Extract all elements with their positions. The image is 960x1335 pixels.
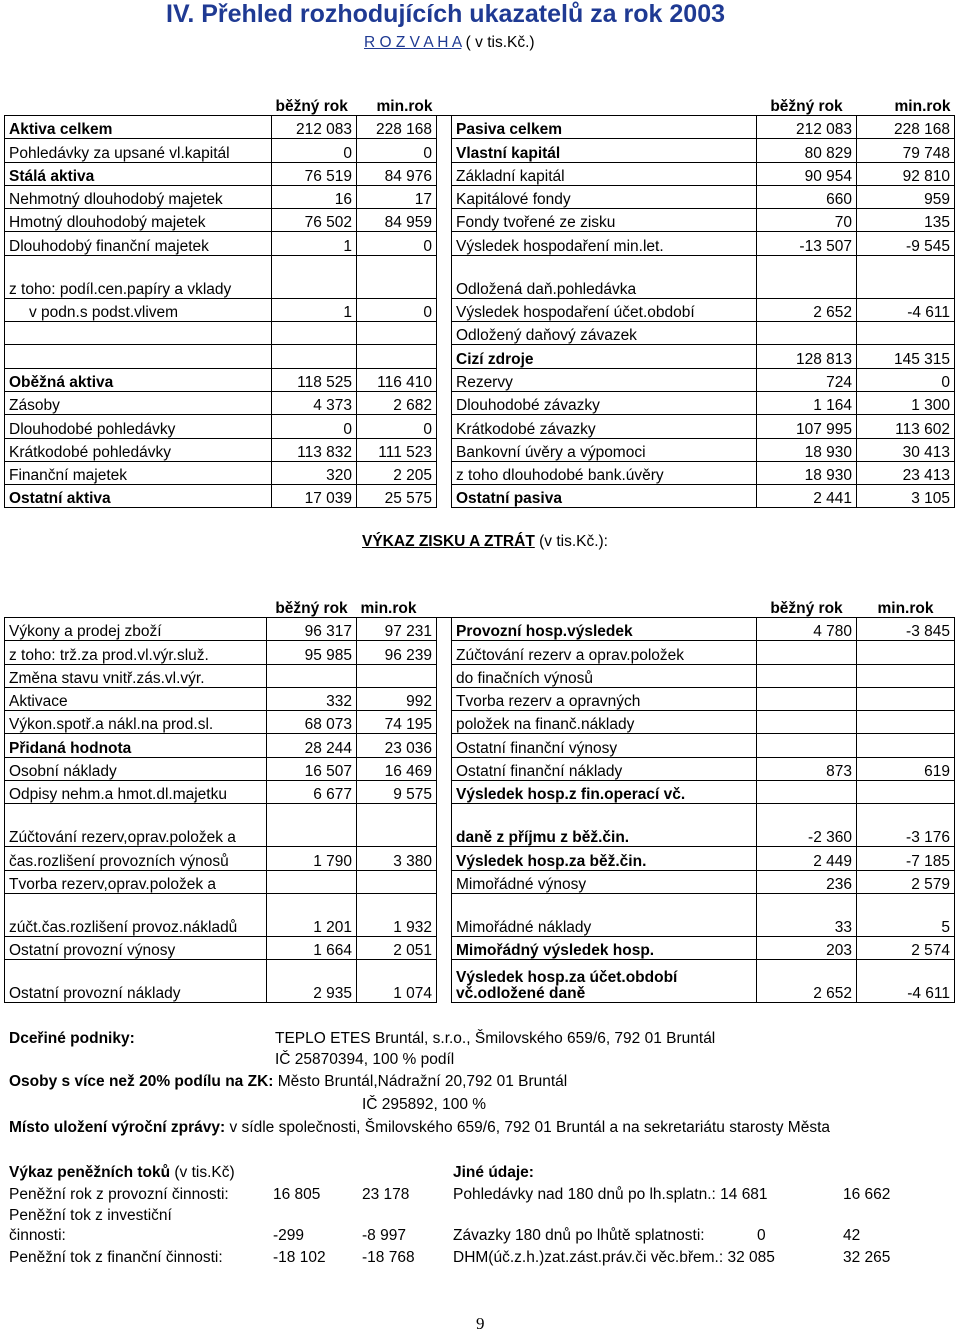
pl-row bbox=[5, 711, 955, 734]
balance-row bbox=[5, 461, 955, 484]
balance-left-prev: 84 976 bbox=[357, 162, 437, 185]
balance-right-prev: 113 602 bbox=[857, 415, 955, 438]
pl-left-prev: 992 bbox=[357, 687, 437, 710]
pl-row bbox=[5, 641, 955, 664]
balance-left-label: Ostatní aktiva bbox=[5, 485, 272, 508]
pl-left-current: 1 201 bbox=[267, 893, 357, 936]
pl-gap bbox=[437, 936, 452, 959]
cashflow-label: Výkaz peněžních toků bbox=[9, 1164, 171, 1181]
pl-gap bbox=[437, 847, 452, 870]
pl-right-current: 4 780 bbox=[757, 618, 857, 641]
balance-left-current bbox=[272, 322, 357, 345]
balance-row bbox=[5, 485, 955, 508]
pl-right-current bbox=[757, 734, 857, 757]
balance-row bbox=[5, 322, 955, 345]
balance-left-label bbox=[5, 322, 272, 345]
balance-left-current: 4 373 bbox=[272, 391, 357, 414]
balance-left-prev bbox=[357, 255, 437, 298]
balance-right-prev: 79 748 bbox=[857, 139, 955, 162]
balance-left-current: 118 525 bbox=[272, 368, 357, 391]
pl-right-label: Tvorba rezerv a opravných bbox=[452, 687, 757, 710]
balance-header-current: běžný rok bbox=[272, 73, 357, 116]
balance-right-prev: 23 413 bbox=[857, 461, 955, 484]
pl-right-prev: -3 176 bbox=[857, 804, 955, 847]
balance-right-prev: 92 810 bbox=[857, 162, 955, 185]
balance-right-current: 660 bbox=[757, 185, 857, 208]
balance-row bbox=[5, 255, 955, 298]
balance-right-prev: 3 105 bbox=[857, 485, 955, 508]
pl-row bbox=[5, 687, 955, 710]
balance-left-prev: 0 bbox=[357, 139, 437, 162]
balance-right-label: Kapitálové fondy bbox=[452, 185, 757, 208]
pl-right-prev bbox=[857, 781, 955, 804]
pl-left-label: Aktivace bbox=[5, 687, 267, 710]
pl-row bbox=[5, 893, 955, 936]
other-receivables: Pohledávky nad 180 dnů po lh.splatn.: 14 681 bbox=[453, 1186, 768, 1203]
balance-row bbox=[5, 185, 955, 208]
cashflow-financing-current: -18 102 bbox=[273, 1249, 326, 1266]
pl-right-prev bbox=[857, 711, 955, 734]
balance-right-label: Fondy tvořené ze zisku bbox=[452, 209, 757, 232]
balance-right-current: 128 813 bbox=[757, 345, 857, 368]
balance-row bbox=[5, 162, 955, 185]
pl-right-label: Provozní hosp.výsledek bbox=[452, 618, 757, 641]
balance-gap bbox=[437, 438, 452, 461]
pl-left-current: 6 677 bbox=[267, 781, 357, 804]
pl-left-label: Výkon.spotř.a nákl.na prod.sl. bbox=[5, 711, 267, 734]
balance-sheet-subtitle bbox=[364, 34, 535, 52]
pl-left-prev: 97 231 bbox=[357, 618, 437, 641]
pl-left-label: Tvorba rezerv,oprav.položek a bbox=[5, 870, 267, 893]
pl-left-prev: 3 380 bbox=[357, 847, 437, 870]
balance-right-label: Dlouhodobé závazky bbox=[452, 391, 757, 414]
balance-right-current: 70 bbox=[757, 209, 857, 232]
pl-right-current: 33 bbox=[757, 893, 857, 936]
balance-gap bbox=[437, 461, 452, 484]
balance-gap bbox=[437, 391, 452, 414]
pl-right-label: Mimořádný výsledek hosp. bbox=[452, 936, 757, 959]
pl-left-prev: 23 036 bbox=[357, 734, 437, 757]
pl-right-current: 873 bbox=[757, 757, 857, 780]
pl-left-label: Změna stavu vnitř.zás.vl.výr. bbox=[5, 664, 267, 687]
balance-left-prev: 0 bbox=[357, 298, 437, 321]
balance-sheet-unit: ( v tis.Kč.) bbox=[461, 34, 535, 51]
pl-left-current: 332 bbox=[267, 687, 357, 710]
cashflow-operating-current: 16 805 bbox=[273, 1186, 321, 1203]
balance-left-prev: 84 959 bbox=[357, 209, 437, 232]
balance-row bbox=[5, 139, 955, 162]
balance-right-current: 90 954 bbox=[757, 162, 857, 185]
pl-row bbox=[5, 618, 955, 641]
pl-row bbox=[5, 757, 955, 780]
pl-heading bbox=[362, 533, 608, 551]
balance-right-prev: 145 315 bbox=[857, 345, 955, 368]
balance-sheet-heading: R O Z V A H A bbox=[364, 34, 462, 51]
owners-line bbox=[9, 1073, 567, 1091]
other-liabilities-current: 0 bbox=[757, 1227, 766, 1244]
balance-left-current: 0 bbox=[272, 139, 357, 162]
pl-row bbox=[5, 870, 955, 893]
pl-left-current: 16 507 bbox=[267, 757, 357, 780]
pl-left-label: z toho: trž.za prod.vl.výr.služ. bbox=[5, 641, 267, 664]
balance-left-label: v podn.s podst.vlivem bbox=[5, 298, 272, 321]
balance-right-label: z toho dlouhodobé bank.úvěry bbox=[452, 461, 757, 484]
balance-row bbox=[5, 298, 955, 321]
other-data-label: Jiné údaje: bbox=[453, 1164, 534, 1181]
subsidiaries-line2: IČ 25870394, 100 % podíl bbox=[275, 1051, 455, 1068]
cashflow-investing-label-a: Peněžní tok z investiční bbox=[9, 1207, 172, 1224]
balance-right-label: Vlastní kapitál bbox=[452, 139, 757, 162]
pl-right-label: Ostatní finanční náklady bbox=[452, 757, 757, 780]
balance-right-current: 2 652 bbox=[757, 298, 857, 321]
pl-right-label: do finačních výnosů bbox=[452, 664, 757, 687]
balance-row bbox=[5, 391, 955, 414]
owners-text: Město Bruntál,Nádražní 20,792 01 Bruntál bbox=[273, 1073, 568, 1090]
balance-left-prev: 17 bbox=[357, 185, 437, 208]
balance-right-prev bbox=[857, 322, 955, 345]
balance-left-prev: 2 682 bbox=[357, 391, 437, 414]
pl-left-prev: 74 195 bbox=[357, 711, 437, 734]
balance-left-current: 1 bbox=[272, 232, 357, 255]
balance-right-prev: 228 168 bbox=[857, 116, 955, 139]
annual-report-label: Místo uložení výroční zprávy: bbox=[9, 1119, 226, 1136]
balance-right-label: Odložená daň.pohledávka bbox=[452, 255, 757, 298]
balance-right-current: 18 930 bbox=[757, 438, 857, 461]
pl-gap bbox=[437, 870, 452, 893]
page-number: 9 bbox=[476, 1314, 485, 1333]
pl-row bbox=[5, 804, 955, 847]
pl-gap bbox=[437, 781, 452, 804]
pl-left-label: Zúčtování rezerv,oprav.položek a bbox=[5, 804, 267, 847]
balance-row bbox=[5, 438, 955, 461]
balance-left-label: Dlouhodobý finanční majetek bbox=[5, 232, 272, 255]
balance-gap bbox=[437, 185, 452, 208]
balance-right-prev: 1 300 bbox=[857, 391, 955, 414]
pl-header-prev: min.rok bbox=[357, 575, 437, 618]
pl-left-current bbox=[267, 664, 357, 687]
pl-gap bbox=[437, 960, 452, 1003]
pl-right-current bbox=[757, 781, 857, 804]
balance-row bbox=[5, 232, 955, 255]
pl-left-current: 1 790 bbox=[267, 847, 357, 870]
balance-right-current: 80 829 bbox=[757, 139, 857, 162]
cashflow-investing-current: -299 bbox=[273, 1227, 305, 1244]
balance-right-current: 107 995 bbox=[757, 415, 857, 438]
balance-left-label: Nehmotný dlouhodobý majetek bbox=[5, 185, 272, 208]
pl-left-label: Výkony a prodej zboží bbox=[5, 618, 267, 641]
balance-right-prev: 0 bbox=[857, 368, 955, 391]
balance-left-prev: 111 523 bbox=[357, 438, 437, 461]
balance-gap bbox=[437, 116, 452, 139]
balance-header-current-right: běžný rok bbox=[757, 73, 857, 116]
pl-right-label: Výsledek hosp.za běž.čin. bbox=[452, 847, 757, 870]
balance-right-label: Ostatní pasiva bbox=[452, 485, 757, 508]
balance-left-current: 1 bbox=[272, 298, 357, 321]
pl-right-prev bbox=[857, 687, 955, 710]
pl-right-prev: 2 579 bbox=[857, 870, 955, 893]
pl-right-current: 2 449 bbox=[757, 847, 857, 870]
balance-left-current: 0 bbox=[272, 415, 357, 438]
cashflow-financing-label: Peněžní tok z finanční činnosti: bbox=[9, 1249, 223, 1266]
pl-gap bbox=[437, 687, 452, 710]
balance-left-prev: 116 410 bbox=[357, 368, 437, 391]
pl-row bbox=[5, 781, 955, 804]
pl-right-prev bbox=[857, 664, 955, 687]
balance-left-current bbox=[272, 345, 357, 368]
pl-left-label: čas.rozlišení provozních výnosů bbox=[5, 847, 267, 870]
balance-left-current: 76 502 bbox=[272, 209, 357, 232]
pl-right-prev bbox=[857, 641, 955, 664]
balance-right-current bbox=[757, 255, 857, 298]
balance-left-current: 212 083 bbox=[272, 116, 357, 139]
pl-gap bbox=[437, 664, 452, 687]
balance-left-label: Hmotný dlouhodobý majetek bbox=[5, 209, 272, 232]
balance-right-current: 724 bbox=[757, 368, 857, 391]
balance-left-label: Zásoby bbox=[5, 391, 272, 414]
pl-left-prev: 1 932 bbox=[357, 893, 437, 936]
balance-right-prev bbox=[857, 255, 955, 298]
other-pledged-assets-prev: 32 265 bbox=[843, 1249, 891, 1266]
balance-right-current bbox=[757, 322, 857, 345]
cashflow-heading bbox=[9, 1164, 235, 1182]
pl-right-current: 203 bbox=[757, 936, 857, 959]
other-pledged-assets: DHM(úč.z.h.)zat.zást.práv.či věc.břem.: 32 085 bbox=[453, 1249, 775, 1266]
balance-left-current: 17 039 bbox=[272, 485, 357, 508]
pl-left-label: Ostatní provozní výnosy bbox=[5, 936, 267, 959]
pl-right-label: Výsledek hosp.za účet.období vč.odložené daně bbox=[452, 960, 757, 1003]
pl-gap bbox=[437, 618, 452, 641]
balance-right-prev: 30 413 bbox=[857, 438, 955, 461]
balance-left-label: Stálá aktiva bbox=[5, 162, 272, 185]
balance-left-current bbox=[272, 255, 357, 298]
balance-left-prev: 0 bbox=[357, 232, 437, 255]
pl-left-label: Ostatní provozní náklady bbox=[5, 960, 267, 1003]
balance-header-blank bbox=[5, 73, 272, 116]
pl-right-label: Ostatní finanční výnosy bbox=[452, 734, 757, 757]
pl-right-prev: -4 611 bbox=[857, 960, 955, 1003]
cashflow-financing-prev: -18 768 bbox=[362, 1249, 415, 1266]
pl-row bbox=[5, 936, 955, 959]
balance-left-prev bbox=[357, 345, 437, 368]
balance-right-label: Výsledek hospodaření účet.období bbox=[452, 298, 757, 321]
balance-right-label: Cizí zdroje bbox=[452, 345, 757, 368]
balance-left-current: 16 bbox=[272, 185, 357, 208]
pl-right-label: Výsledek hosp.z fin.operací vč. bbox=[452, 781, 757, 804]
cashflow-unit: (v tis.Kč) bbox=[170, 1164, 235, 1181]
pl-left-current bbox=[267, 804, 357, 847]
balance-right-current: 212 083 bbox=[757, 116, 857, 139]
balance-gap bbox=[437, 322, 452, 345]
pl-left-label: Osobní náklady bbox=[5, 757, 267, 780]
balance-header-prev: min.rok bbox=[357, 73, 437, 116]
balance-gap bbox=[437, 255, 452, 298]
pl-right-label: položek na finanč.náklady bbox=[452, 711, 757, 734]
pl-row bbox=[5, 664, 955, 687]
balance-right-label: Odložený daňový závazek bbox=[452, 322, 757, 345]
pl-row bbox=[5, 960, 955, 1003]
pl-right-label: Zúčtování rezerv a oprav.položek bbox=[452, 641, 757, 664]
pl-left-prev: 2 051 bbox=[357, 936, 437, 959]
balance-right-current: 2 441 bbox=[757, 485, 857, 508]
annual-report-line bbox=[9, 1119, 830, 1137]
pl-right-current: 236 bbox=[757, 870, 857, 893]
pl-unit: (v tis.Kč.): bbox=[534, 533, 608, 550]
balance-right-current: 1 164 bbox=[757, 391, 857, 414]
balance-gap bbox=[437, 162, 452, 185]
pl-right-current bbox=[757, 664, 857, 687]
pl-left-current: 28 244 bbox=[267, 734, 357, 757]
pl-right-prev bbox=[857, 734, 955, 757]
balance-right-current: -13 507 bbox=[757, 232, 857, 255]
pl-left-prev: 96 239 bbox=[357, 641, 437, 664]
pl-gap bbox=[437, 893, 452, 936]
pl-header-current-right: běžný rok bbox=[757, 575, 857, 618]
balance-row bbox=[5, 415, 955, 438]
balance-gap bbox=[437, 139, 452, 162]
other-liabilities: Závazky 180 dnů po lhůtě splatnosti: bbox=[453, 1227, 705, 1244]
balance-right-label: Bankovní úvěry a výpomoci bbox=[452, 438, 757, 461]
balance-header-prev-right: min.rok bbox=[857, 73, 955, 116]
balance-right-prev: 959 bbox=[857, 185, 955, 208]
other-liabilities-prev: 42 bbox=[843, 1227, 861, 1244]
pl-right-prev: -7 185 bbox=[857, 847, 955, 870]
balance-left-label: Aktiva celkem bbox=[5, 116, 272, 139]
balance-right-current: 18 930 bbox=[757, 461, 857, 484]
balance-gap bbox=[437, 415, 452, 438]
balance-row bbox=[5, 345, 955, 368]
balance-gap bbox=[437, 345, 452, 368]
balance-gap bbox=[437, 485, 452, 508]
pl-left-current: 96 317 bbox=[267, 618, 357, 641]
subsidiaries-label: Dceřiné podniky: bbox=[9, 1030, 135, 1047]
pl-right-current bbox=[757, 711, 857, 734]
pl-right-current bbox=[757, 641, 857, 664]
balance-gap bbox=[437, 232, 452, 255]
balance-left-prev: 228 168 bbox=[357, 116, 437, 139]
pl-left-prev: 16 469 bbox=[357, 757, 437, 780]
pl-left-prev bbox=[357, 664, 437, 687]
pl-left-label: Přidaná hodnota bbox=[5, 734, 267, 757]
pl-left-label: zúčt.čas.rozlišení provoz.nákladů bbox=[5, 893, 267, 936]
balance-row bbox=[5, 209, 955, 232]
pl-right-prev: 619 bbox=[857, 757, 955, 780]
balance-gap bbox=[437, 298, 452, 321]
balance-left-label: Oběžná aktiva bbox=[5, 368, 272, 391]
pl-left-prev: 9 575 bbox=[357, 781, 437, 804]
pl-left-current: 95 985 bbox=[267, 641, 357, 664]
balance-right-label: Výsledek hospodaření min.let. bbox=[452, 232, 757, 255]
balance-left-label: Finanční majetek bbox=[5, 461, 272, 484]
subsidiaries-line1: TEPLO ETES Bruntál, s.r.o., Šmilovského 659/6, 792 01 Bruntál bbox=[275, 1030, 716, 1047]
balance-left-current: 320 bbox=[272, 461, 357, 484]
balance-left-label: z toho: podíl.cen.papíry a vklady bbox=[5, 255, 272, 298]
cashflow-investing-prev: -8 997 bbox=[362, 1227, 406, 1244]
balance-left-prev: 0 bbox=[357, 415, 437, 438]
cashflow-operating-label: Peněžní rok z provozní činnosti: bbox=[9, 1186, 229, 1203]
pl-right-label: Mimořádné náklady bbox=[452, 893, 757, 936]
owners-label: Osoby s více než 20% podílu na ZK: bbox=[9, 1073, 274, 1090]
balance-gap bbox=[437, 368, 452, 391]
balance-right-prev: -4 611 bbox=[857, 298, 955, 321]
balance-sheet-table bbox=[4, 73, 955, 508]
pl-gap bbox=[437, 804, 452, 847]
balance-left-label: Dlouhodobé pohledávky bbox=[5, 415, 272, 438]
balance-gap bbox=[437, 209, 452, 232]
pl-left-current bbox=[267, 870, 357, 893]
page-title: IV. Přehled rozhodujících ukazatelů za rok 2003 bbox=[166, 0, 725, 28]
pl-gap bbox=[437, 641, 452, 664]
pl-right-prev: 2 574 bbox=[857, 936, 955, 959]
balance-left-prev bbox=[357, 322, 437, 345]
profit-loss-table bbox=[4, 575, 955, 1003]
pl-header-prev-right: min.rok bbox=[857, 575, 955, 618]
balance-right-label: Rezervy bbox=[452, 368, 757, 391]
balance-right-label: Základní kapitál bbox=[452, 162, 757, 185]
cashflow-operating-prev: 23 178 bbox=[362, 1186, 410, 1203]
pl-right-current bbox=[757, 687, 857, 710]
pl-title: VÝKAZ ZISKU A ZTRÁT bbox=[362, 533, 535, 550]
pl-left-current: 68 073 bbox=[267, 711, 357, 734]
pl-row bbox=[5, 734, 955, 757]
annual-report-text: v sídle společnosti, Šmilovského 659/6, 792 01 Bruntál a na sekretariátu starosty Města bbox=[225, 1119, 831, 1136]
balance-right-label: Krátkodobé závazky bbox=[452, 415, 757, 438]
balance-right-prev: -9 545 bbox=[857, 232, 955, 255]
pl-left-label: Odpisy nehm.a hmot.dl.majetku bbox=[5, 781, 267, 804]
pl-gap bbox=[437, 757, 452, 780]
other-receivables-prev: 16 662 bbox=[843, 1186, 891, 1203]
pl-header-current: běžný rok bbox=[267, 575, 357, 618]
balance-left-label: Krátkodobé pohledávky bbox=[5, 438, 272, 461]
cashflow-investing-label-b: činnosti: bbox=[9, 1227, 66, 1244]
pl-right-prev: 5 bbox=[857, 893, 955, 936]
balance-left-label: Pohledávky za upsané vl.kapitál bbox=[5, 139, 272, 162]
pl-left-prev bbox=[357, 870, 437, 893]
balance-left-current: 76 519 bbox=[272, 162, 357, 185]
pl-right-current: -2 360 bbox=[757, 804, 857, 847]
pl-right-current: 2 652 bbox=[757, 960, 857, 1003]
balance-left-current: 113 832 bbox=[272, 438, 357, 461]
pl-gap bbox=[437, 711, 452, 734]
owners-line2: IČ 295892, 100 % bbox=[362, 1096, 487, 1113]
pl-left-prev: 1 074 bbox=[357, 960, 437, 1003]
balance-left-prev: 2 205 bbox=[357, 461, 437, 484]
balance-row bbox=[5, 368, 955, 391]
pl-left-current: 2 935 bbox=[267, 960, 357, 1003]
balance-right-prev: 135 bbox=[857, 209, 955, 232]
balance-left-prev: 25 575 bbox=[357, 485, 437, 508]
pl-right-prev: -3 845 bbox=[857, 618, 955, 641]
balance-row bbox=[5, 116, 955, 139]
pl-left-prev bbox=[357, 804, 437, 847]
pl-gap bbox=[437, 734, 452, 757]
balance-right-label: Pasiva celkem bbox=[452, 116, 757, 139]
pl-left-current: 1 664 bbox=[267, 936, 357, 959]
pl-right-label: Mimořádné výnosy bbox=[452, 870, 757, 893]
pl-right-label: daně z příjmu z běž.čin. bbox=[452, 804, 757, 847]
balance-left-label bbox=[5, 345, 272, 368]
pl-row bbox=[5, 847, 955, 870]
